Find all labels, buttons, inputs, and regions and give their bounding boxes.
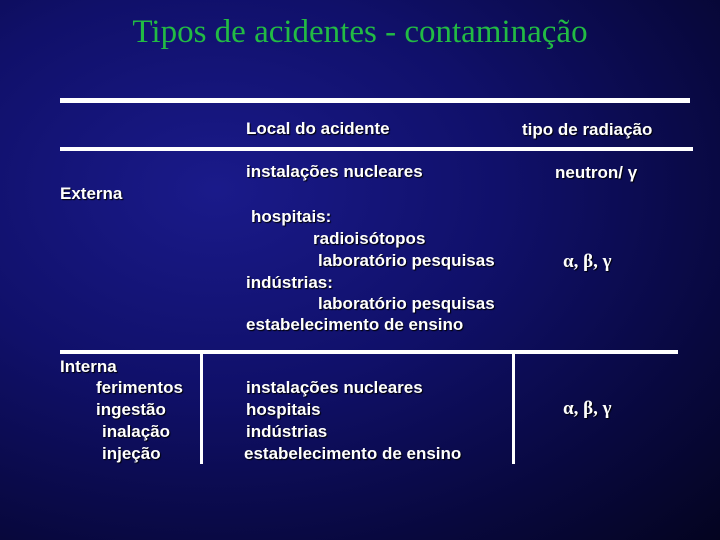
external-row2-radiation: α, β, γ	[563, 251, 612, 272]
internal-location-line: instalações nucleares	[246, 378, 423, 397]
internal-label: Interna	[60, 357, 117, 376]
header-radiation: tipo de radiação	[522, 120, 653, 139]
external-row2-location-line: indústrias:	[246, 273, 333, 292]
external-row2-location-line: laboratório pesquisas	[318, 251, 495, 270]
external-row2-location-line: hospitais:	[251, 207, 332, 226]
external-label: Externa	[60, 184, 123, 203]
slide-title: Tipos de acidentes - contaminação	[132, 14, 588, 50]
section-divider-rule	[60, 350, 678, 354]
internal-route: inalação	[102, 422, 171, 441]
header-bottom-rule	[60, 147, 693, 151]
internal-location-line: estabelecimento de ensino	[244, 444, 462, 463]
internal-route: ingestão	[96, 400, 166, 419]
column-divider-right	[512, 352, 515, 464]
external-row1-radiation: neutron/ γ	[555, 163, 638, 182]
internal-route: ferimentos	[96, 378, 183, 397]
external-row2-location-line: radioisótopos	[313, 229, 426, 248]
internal-location-line: indústrias	[246, 422, 328, 441]
internal-location-line: hospitais	[246, 400, 321, 419]
external-row2-location-line: estabelecimento de ensino	[246, 315, 464, 334]
header-location: Local do acidente	[246, 119, 390, 138]
table-top-rule	[60, 98, 690, 103]
external-row2-location-line: laboratório pesquisas	[318, 294, 495, 313]
internal-radiation: α, β, γ	[563, 398, 612, 419]
internal-route: injeção	[102, 444, 161, 463]
external-row1-location: instalações nucleares	[246, 162, 423, 181]
column-divider-left	[200, 352, 203, 464]
